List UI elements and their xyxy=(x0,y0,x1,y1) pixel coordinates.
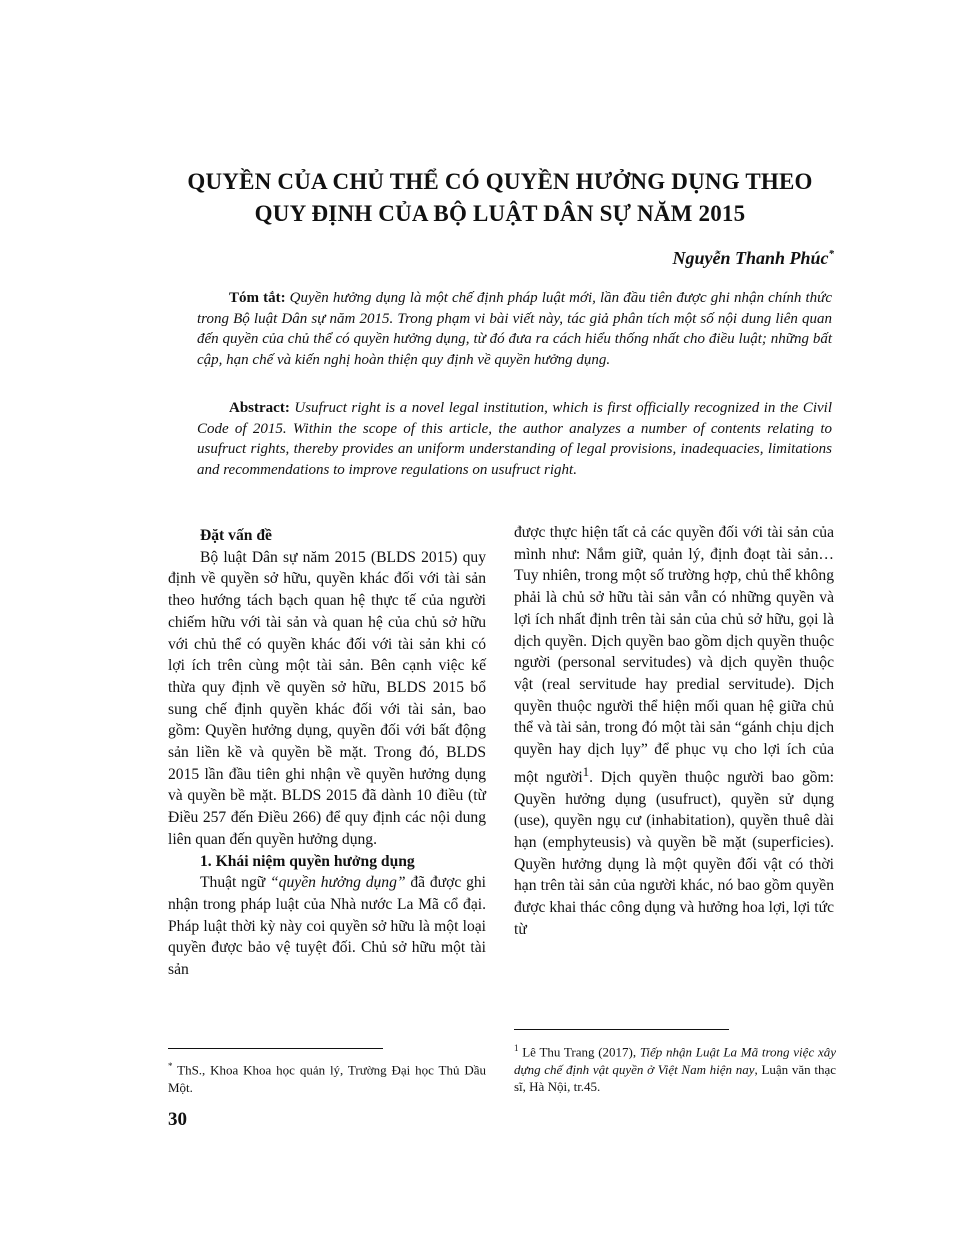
abstract-english xyxy=(197,398,832,480)
author-name: Nguyễn Thanh Phúc xyxy=(672,248,829,268)
footnote-author-text: ThS., Khoa Khoa học quản lý, Trường Đại học Thủ Dầu Một. xyxy=(168,1062,486,1095)
footnote-1-title: Tiếp nhận Luật La Mã trong việc xây dựng chế định vật quyền ở Việt Nam hiện nay xyxy=(514,1044,836,1077)
article-title xyxy=(120,166,880,230)
abstract-vietnamese xyxy=(197,288,832,370)
section-heading-1: 1. Khái niệm quyền hưởng dụng xyxy=(200,852,415,870)
col2-part2: . Dịch quyền thuộc người bao gồm: Quyền hưởng dụng (usufruct), quyền sử dụng (use), quyền ngụ cư (inhabitation), quyền thuê dài hạn (emphyteusis) và quyền bề mặt (superficies). Quyền hưởng dụng là một quyền đối vật có thời hạn trên tài sản của người khác, nó bao gồm quyền được khai thác công dụng và hưởng hoa lợi, lợi tức từ xyxy=(514,768,834,938)
body-paragraph-1: Bộ luật Dân sự năm 2015 (BLDS 2015) quy định về quyền sở hữu, quyền khác đối với tài sản theo hướng tách bạch quan hệ thực tế của người chiếm hữu với tài sản và quan hệ của chủ sở hữu với chủ thể có quyền khác đối với tài sản khi có lợi ích trên cùng một tài sản. Bên cạnh việc kế thừa quy định về quyền sở hữu, BLDS 2015 bổ sung chế định quyền khác đối với tài sản, bao gồm: Quyền hưởng dụng, quyền đối với bất động sản liền kề và quyền bề mặt. Trong đó, BLDS 2015 lần đầu tiên ghi nhận về quyền hưởng dụng và quyền bề mặt. BLDS 2015 đã dành 10 điều (từ Điều 257 đến Điều 266) để quy định các nội dung liên quan đến quyền hưởng dụng. xyxy=(168,548,486,848)
abstract-vi-text: Quyền hưởng dụng là một chế định pháp luật mới, lần đầu tiên được ghi nhận chính thức trong Bộ luật Dân sự năm 2015. Trong phạm vi bài viết này, tác giả phân tích một số nội dung liên quan đến quyền của chủ thể có quyền hưởng dụng, từ đó đưa ra cách hiểu thống nhất cho điều luật; những bất cập, hạn chế và kiến nghị hoàn thiện quy định về quyền hưởng dụng. xyxy=(197,290,832,368)
title-line-1: QUYỀN CỦA CHỦ THỂ CÓ QUYỀN HƯỞNG DỤNG THEO xyxy=(187,169,813,194)
body-column-right xyxy=(514,522,834,941)
footnote-1 xyxy=(514,1040,836,1096)
footnote-author-mark: * xyxy=(168,1061,173,1071)
section-heading-intro: Đặt vấn đề xyxy=(200,527,272,544)
body-paragraph-2 xyxy=(168,872,486,981)
body-column-left xyxy=(168,525,486,981)
para2-rest: đã được ghi nhận trong pháp luật của Nhà nước La Mã cổ đại. Pháp luật thời kỳ này coi quyền sở hữu là một loại quyền được bảo vệ tuyệt đối. Chủ sở hữu một tài sản xyxy=(168,874,486,979)
para2-term: “quyền hưởng dụng” xyxy=(270,874,406,892)
body-paragraph-2-continued xyxy=(514,522,834,941)
footnote-divider-right xyxy=(514,1029,729,1030)
title-line-2: QUY ĐỊNH CỦA BỘ LUẬT DÂN SỰ NĂM 2015 xyxy=(254,201,746,226)
para2-start: Thuật ngữ xyxy=(200,874,270,892)
footnote-author xyxy=(168,1058,486,1096)
footnote-1-rest: , Luận văn thạc sĩ, Hà Nội, tr.45. xyxy=(514,1061,836,1095)
author-byline xyxy=(672,248,834,269)
footnote-1-number: 1 xyxy=(514,1043,519,1053)
col2-part1: được thực hiện tất cả các quyền đối với tài sản của mình như: Nắm giữ, quản lý, định đoạt tài sản… Tuy nhiên, trong một số trường hợp, chủ thể không phải là chủ sở hữu tài sản vẫn có những quyền và lợi ích nhất định trên tài sản của chủ sở hữu, gọi là dịch quyền. Dịch quyền bao gồm dịch quyền thuộc người (personal servitudes) và dịch quyền thuộc vật (real servitude hay predial servitude). Dịch quyền thuộc người thể hiện mối quan hệ giữa chủ thể và tài sản, trong đó một tài sản “gánh chịu dịch quyền hay dịch lụy” để phục vụ cho lợi ích của một người xyxy=(514,524,834,786)
abstract-en-text: Usufruct right is a novel legal institution, which is first officially recognized in the Civil Code of 2015. Within the scope of this article, the author analyzes a number of contents relating to usufruct rights, thereby provides an uniform understanding of legal provisions, inadequacies, limitations and recommendations to improve regulations on usufruct right. xyxy=(197,400,832,478)
abstract-en-label: Abstract: xyxy=(229,400,290,416)
abstract-vi-label: Tóm tắt: xyxy=(229,290,286,306)
author-footnote-mark: * xyxy=(828,248,834,260)
footnote-ref-1[interactable]: 1 xyxy=(582,763,590,779)
footnote-1-author: Lê Thu Trang (2017), xyxy=(518,1044,640,1060)
footnote-divider-left xyxy=(168,1048,383,1049)
page-number: 30 xyxy=(168,1109,187,1130)
